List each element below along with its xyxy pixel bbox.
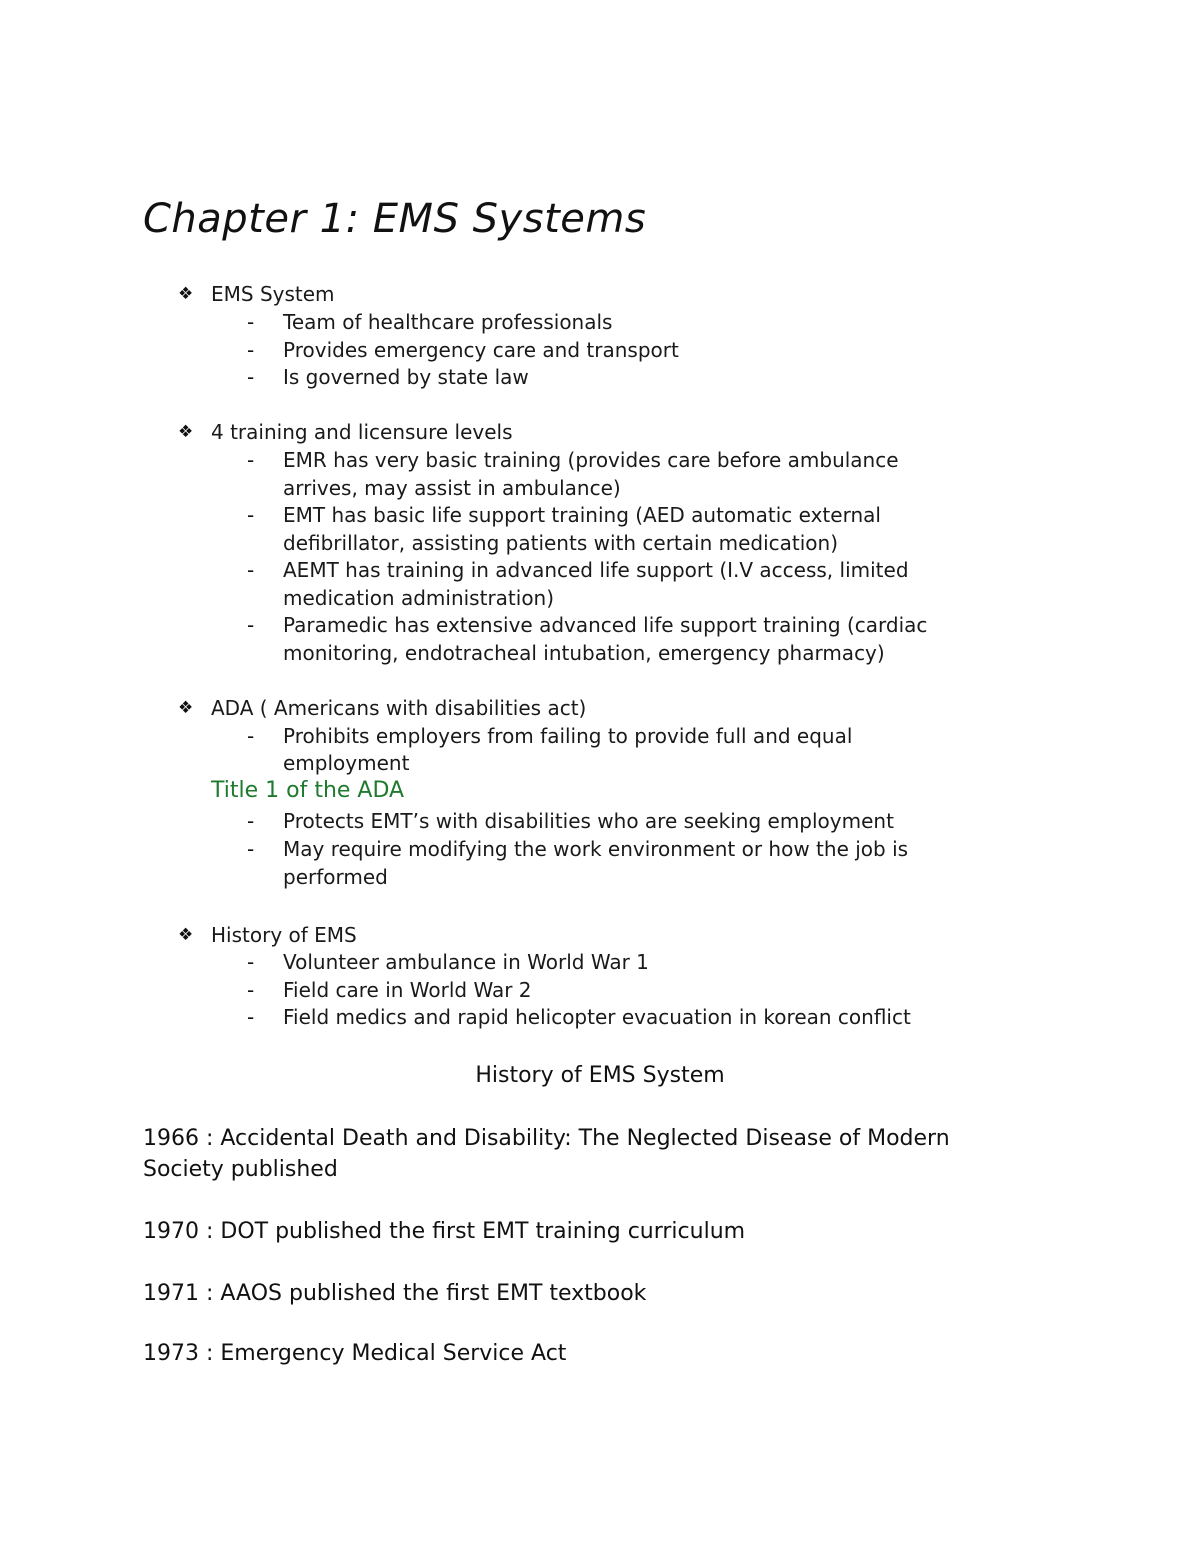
history-system-heading [0,1060,1200,1092]
dash-bullet-icon: - [247,809,255,833]
list-item: Volunteer ambulance in World War 1 [283,950,649,974]
list-item-line: defibrillator, assisting patients with certain medication) [283,531,839,555]
dash-bullet-icon: - [247,1005,255,1029]
list-item: Field care in World War 2 [283,978,532,1002]
dash-bullet-icon: - [247,613,255,637]
timeline-entry-1971 [143,1278,1043,1309]
dash-bullet-icon: - [247,978,255,1002]
list-item-line: performed [283,865,388,889]
section-heading: 4 training and licensure levels [211,420,513,444]
list-item-line: AEMT has training in advanced life support (I.V access, limited [283,558,909,582]
list-item: Provides emergency care and transport [283,338,679,362]
list-item-line: EMT has basic life support training (AED automatic external [283,503,881,527]
section-heading: ADA ( Americans with disabilities act) [211,696,587,720]
list-item-line: employment [283,751,410,775]
timeline-entry-line: Society published [143,1157,338,1182]
list-item-line: Paramedic has extensive advanced life support training (cardiac [283,613,928,637]
dash-bullet-icon: - [247,558,255,582]
diamond-bullet-icon: ❖ [178,284,194,304]
timeline-entry-1970 [143,1216,1043,1247]
list-item-line: monitoring, endotracheal intubation, emergency pharmacy) [283,641,885,665]
timeline-entry-1966 [143,1123,1043,1185]
history-system-heading-text: History of EMS System [475,1063,725,1088]
diamond-bullet-icon: ❖ [178,925,194,945]
dash-bullet-icon: - [247,950,255,974]
dash-bullet-icon: - [247,338,255,362]
diamond-bullet-icon: ❖ [178,698,194,718]
timeline-entry-line: 1971 : AAOS published the first EMT textbook [143,1281,647,1306]
diamond-bullet-icon: ❖ [178,422,194,442]
list-item-line: Prohibits employers from failing to provide full and equal [283,724,853,748]
dash-bullet-icon: - [247,310,255,334]
dash-bullet-icon: - [247,503,255,527]
list-item-line: medication administration) [283,586,555,610]
list-item: Is governed by state law [283,365,529,389]
section-heading: EMS System [211,282,335,306]
section-heading: History of EMS [211,923,357,947]
dash-bullet-icon: - [247,837,255,861]
ada-title-subheading: Title 1 of the ADA [211,778,405,803]
list-item: Field medics and rapid helicopter evacuation in korean conflict [283,1005,911,1029]
list-item-line: Protects EMT’s with disabilities who are seeking employment [283,809,894,833]
dash-bullet-icon: - [247,448,255,472]
list-item-line: May require modifying the work environment or how the job is [283,837,909,861]
list-item-line: arrives, may assist in ambulance) [283,476,621,500]
timeline-entry-line: 1966 : Accidental Death and Disability: The Neglected Disease of Modern [143,1126,950,1151]
timeline-entry-line: 1973 : Emergency Medical Service Act [143,1341,567,1366]
dash-bullet-icon: - [247,365,255,389]
dash-bullet-icon: - [247,724,255,748]
list-item-line: EMR has very basic training (provides care before ambulance [283,448,899,472]
list-item: Team of healthcare professionals [283,310,613,334]
timeline-entry-line: 1970 : DOT published the first EMT training curriculum [143,1219,746,1244]
page-title: Chapter 1: EMS Systems [143,196,647,242]
timeline-entry-1973 [143,1338,1043,1369]
